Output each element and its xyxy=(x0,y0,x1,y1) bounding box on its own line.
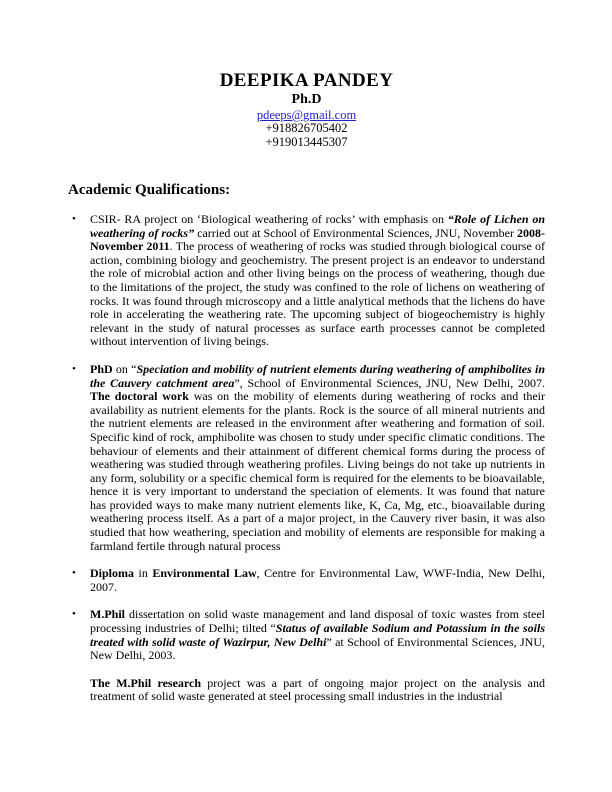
text-run: on “ xyxy=(112,361,137,376)
text-run: , Centre for Environmental Law, WWF-India, New Delhi, 2007. xyxy=(90,566,546,594)
text-run: was on the mobility of elements during weathering of rocks and their availability as nutrient elements for the plants. Rock is the source of all mineral nutrients and the nutrient elements are released in the environment after weathering and formation of soil. Specific kind of rock, amphibolite was chosen to study under specific climatic conditions. The behaviour of elements and their attainment of different chemical forms during the process of weathering was studied through weathering profiles. Living beings do not take up nutrients in any form, solubility or a specific chemical form is required for the elements to be bioavailable, hence it is very important to understand the speciation of elements. It was found that nature has provided ways to make many nutrient elements like, K, Ca, Mg, etc., bioavailable during weathering process itself. As a part of a major project, in the Cauvery river basin, it was also studied that how weathering, speciation and mobility of elements are responsible for making a farmland fertile through natural process xyxy=(90,389,545,553)
email-line xyxy=(68,108,545,122)
document-header xyxy=(68,70,545,149)
phone-number-1: +918826705402 xyxy=(265,121,348,135)
text-run: Speciation and mobility of nutrient elements during weathering of amphibolites in the Cauvery catchment area xyxy=(90,361,545,390)
text-run: M.Phil xyxy=(90,607,125,622)
qualification-text xyxy=(90,567,545,594)
text-run: 2008- November 2011 xyxy=(90,225,545,254)
qualification-item-diploma xyxy=(72,567,545,594)
text-run: Environmental Law xyxy=(152,566,257,581)
mphil-research-paragraph xyxy=(90,677,545,704)
bullet-marker: • xyxy=(72,567,76,580)
bullet-marker: • xyxy=(72,608,76,621)
text-run: in xyxy=(134,566,153,581)
text-run: Diploma xyxy=(90,566,135,581)
qualification-item-mphil xyxy=(72,608,545,662)
candidate-name: DEEPIKA PANDEY xyxy=(219,70,394,91)
qualification-item-csir xyxy=(72,213,545,349)
text-run: ”, School of Environmental Sciences, JNU, New Delhi, 2007. xyxy=(234,375,546,390)
text-run: The M.Phil research xyxy=(90,675,202,690)
phone-number-2: +919013445307 xyxy=(265,134,348,149)
bullet-marker: • xyxy=(72,213,76,225)
text-run: CSIR- RA project on ‘Biological weathering of rocks’ with emphasis on xyxy=(90,212,448,226)
text-run: carried out at School of Environmental Sciences, JNU, November xyxy=(194,225,517,240)
text-run: The doctoral work xyxy=(90,389,189,404)
text-run: Status of available Sodium and Potassium in the soils treated with solid waste of Wazirpur, New Delhi xyxy=(90,621,545,649)
text-run: PhD xyxy=(90,361,113,376)
qualification-text xyxy=(90,213,545,349)
qualification-item-phd xyxy=(72,363,545,553)
bullet-marker: • xyxy=(72,362,76,375)
text-run: ” at School of Environmental Sciences, JNU, New Delhi, 2003. xyxy=(90,634,545,663)
qualifications-list xyxy=(68,213,545,663)
section-heading-academic-qualifications: Academic Qualifications: xyxy=(68,182,231,198)
text-run: “Role of Lichen on weathering of rocks” xyxy=(90,212,545,240)
candidate-degree: Ph.D xyxy=(291,92,322,107)
email-link[interactable]: pdeeps@gmail.com xyxy=(256,108,357,122)
text-run: dissertation on solid waste management and land disposal of toxic wastes from steel processing industries of Delhi; tilted “ xyxy=(90,607,545,636)
text-run: . The process of weathering of rocks was studied through biological course of action, combining biology and geochemistry. The present project is an endeavor to understand the role of microbial action and other living beings on the process of weathering, though due to the limitations of the project, the study was confined to the role of lichens on weathering of rocks. It was found through microscopy and a little analytical methods that the lichens do have role in accelerating the weathering rate. The upcoming subject of biogeochemistry is highly relevant in the study of natural processes as surface earth processes cannot be completed without intervention of living beings. xyxy=(90,239,546,349)
qualification-text xyxy=(90,608,545,662)
text-run: project was a part of ongoing major project on the analysis and treatment of solid waste generated at steel processing small industries in the industrial xyxy=(90,675,546,704)
qualification-text xyxy=(90,363,545,553)
